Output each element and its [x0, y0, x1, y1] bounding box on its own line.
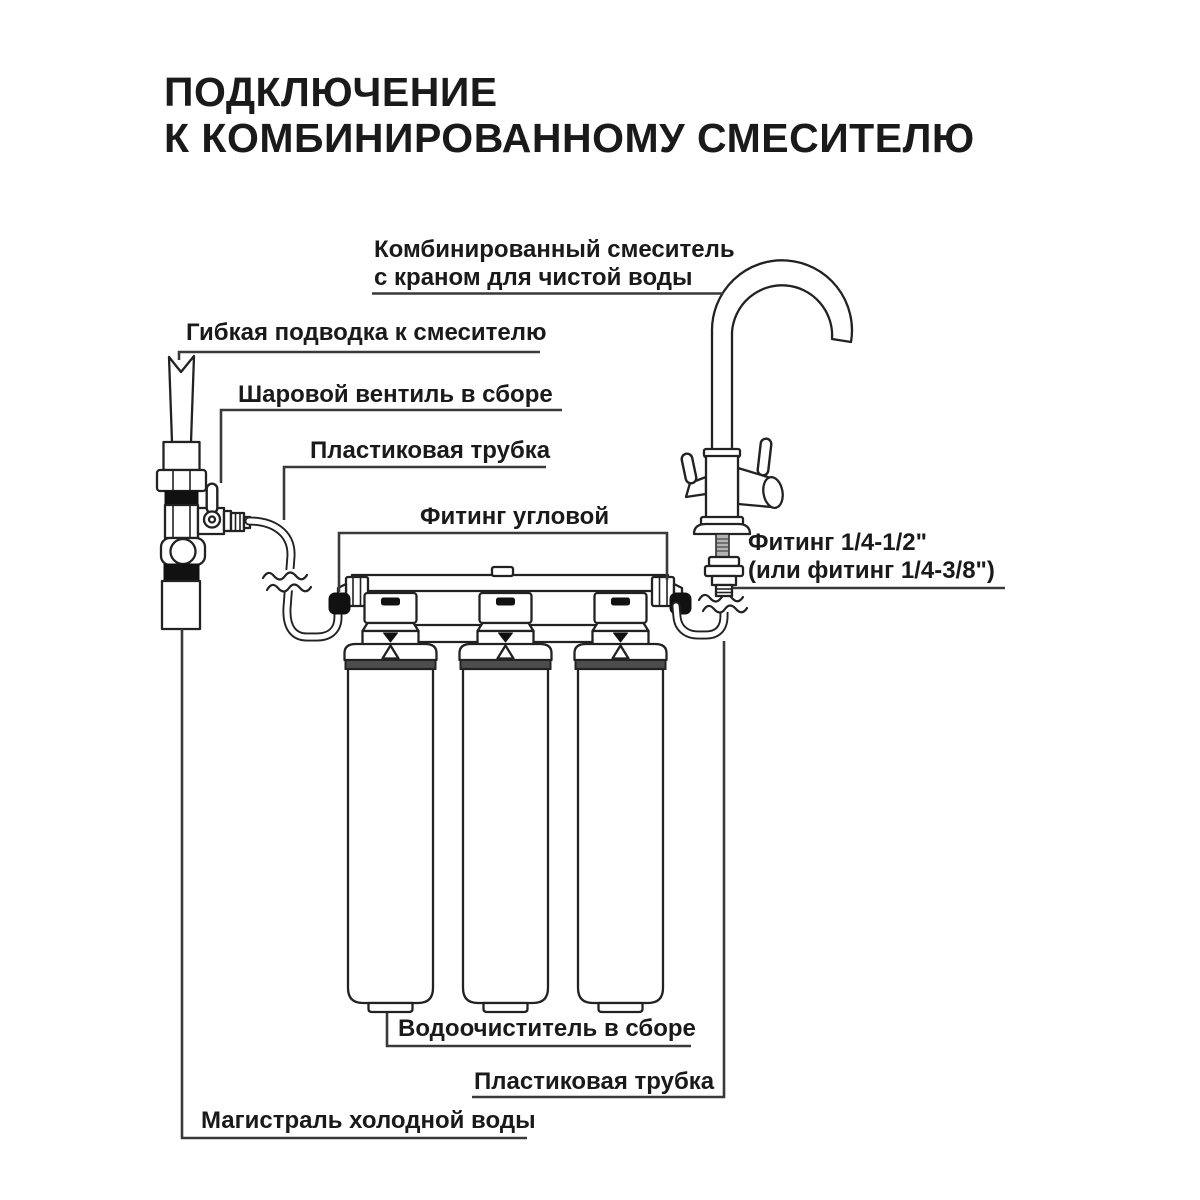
bracket-plate-right	[529, 625, 596, 642]
fitting-hex-nut	[705, 566, 743, 576]
manifold-tab	[492, 567, 513, 576]
manifold-bar	[352, 575, 668, 591]
angle-fitting-label: Фитинг угловой	[420, 503, 610, 530]
fitting-label-line-2: (или фитинг 1/4-3/8")	[748, 557, 995, 584]
label-flexible-hose	[179, 319, 547, 360]
label-purifier	[387, 1013, 696, 1046]
label-mixer	[372, 236, 735, 294]
valve-body	[165, 505, 198, 538]
flexible-hose-shape	[169, 356, 194, 442]
cold-water-pipe-assembly	[157, 356, 206, 629]
title-line-2: К КОМБИНИРОВАННОМУ СМЕСИТЕЛЮ	[164, 115, 975, 161]
pipe-black-band-lower	[164, 564, 199, 581]
ball-union-circle	[171, 539, 196, 564]
tube-valve-to-filter	[249, 521, 338, 637]
ball-valve-assembly	[198, 489, 250, 534]
bracket-plate-left	[414, 625, 481, 642]
pipe-black-band-upper	[165, 491, 198, 505]
faucet-base	[694, 524, 750, 534]
fitting-sleeve	[716, 585, 732, 596]
stem-nut-top	[709, 557, 739, 566]
faucet-body	[706, 456, 738, 519]
water-purifier-unit	[329, 567, 691, 1012]
fitting-collar	[712, 576, 736, 585]
purifier-label: Водоочиститель в сборе	[398, 1015, 696, 1042]
label-fitting	[733, 529, 1005, 588]
cold-pipe-lower	[162, 581, 200, 629]
angle-fitting-elbow-left	[329, 593, 350, 614]
plastic-tube-top-label: Пластиковая трубка	[310, 437, 551, 464]
hose-connector	[164, 442, 200, 470]
hex-nut-upper	[157, 470, 206, 491]
flexible-hose-label: Гибкая подводка к смесителю	[186, 319, 547, 346]
mixer-label-line-2: с краном для чистой воды	[374, 264, 693, 291]
flexible-hose-callout-line	[179, 352, 540, 360]
valve-stem-dot	[209, 517, 215, 523]
cold-water-main-label: Магистраль холодной воды	[201, 1107, 536, 1134]
right-handle-lever	[763, 444, 766, 470]
compression-nut	[231, 513, 244, 531]
filter-column-3	[575, 593, 667, 1012]
threaded-stem	[716, 534, 729, 557]
filter-column-1	[345, 593, 437, 1012]
faucet-spout	[712, 260, 852, 451]
fitting-label-line-1: Фитинг 1/4-1/2"	[748, 529, 928, 556]
page-title	[164, 69, 975, 161]
ball-valve-label: Шаровой вентиль в сборе	[238, 381, 553, 408]
filter-column-2	[460, 593, 552, 1012]
left-handle-lever	[687, 459, 691, 478]
mixer-label-line-1: Комбинированный смеситель	[374, 236, 735, 263]
plastic-tube-bottom-label: Пластиковая трубка	[474, 1068, 715, 1095]
title-line-1: ПОДКЛЮЧЕНИЕ	[164, 69, 498, 115]
